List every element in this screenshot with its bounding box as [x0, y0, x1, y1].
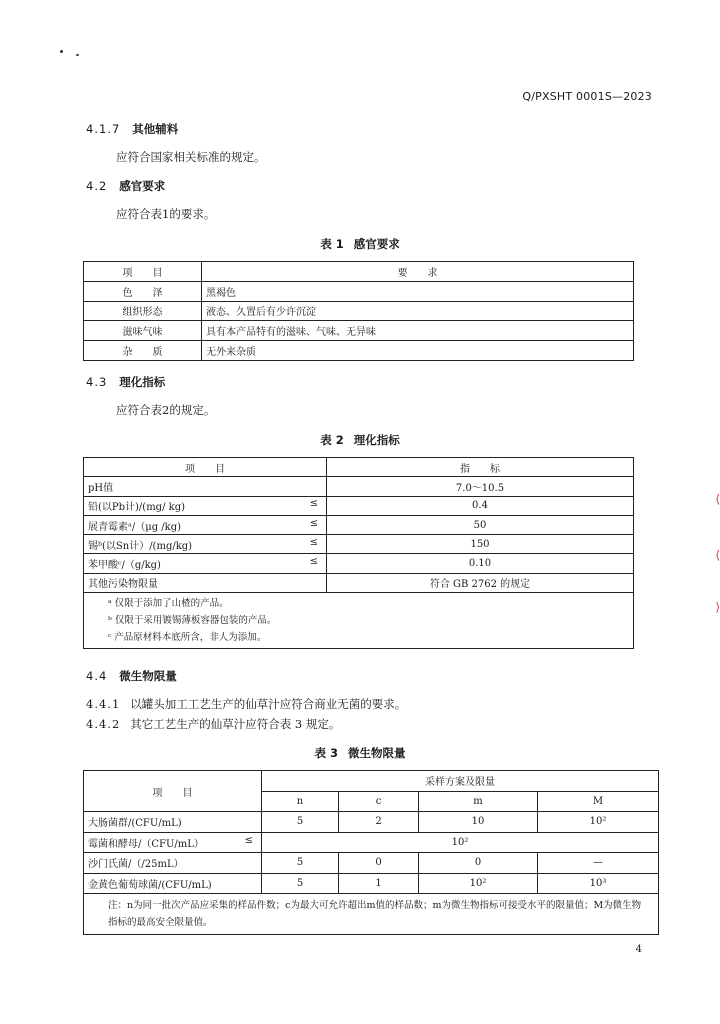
table-note: 注：n为同一批次产品应采集的样品件数；c为最大可允许超出m值的样品数；m为微生物指标可接受水平的限量值；M为微生物指标的最高安全限量值。	[84, 894, 659, 935]
le-symbol: ≤	[309, 498, 318, 510]
clause-number: 4.4.2	[86, 717, 121, 731]
cell-c: 0	[339, 853, 419, 874]
cell-item	[84, 573, 327, 592]
table2-caption	[0, 432, 720, 448]
table-row	[84, 873, 659, 894]
footnote-c: ᶜ 产品原材料本底所含，非人为添加。	[108, 632, 267, 644]
section-heading-4-1-7	[86, 121, 178, 137]
cell-value: 符合 GB 2762 的规定	[327, 573, 634, 592]
section-heading-4-3	[86, 374, 165, 390]
cell-M: 10³	[538, 873, 659, 894]
section-title: 感官要求	[119, 179, 166, 193]
scan-speck	[60, 50, 63, 53]
cell-n: 5	[262, 873, 339, 894]
table-row	[84, 281, 634, 301]
table-row	[84, 832, 659, 853]
table-notes-row	[84, 593, 634, 649]
table-header-row	[84, 771, 659, 792]
cell-M: 10²	[538, 812, 659, 833]
section-title: 微生物限量	[119, 669, 177, 683]
caption-number: 表 1	[320, 237, 344, 251]
section-title: 理化指标	[119, 375, 166, 389]
paragraph-4-1-7: 应符合国家相关标准的规定。	[116, 150, 266, 164]
caption-number: 表 3	[314, 746, 338, 760]
cell-m: 10	[419, 812, 538, 833]
table-row	[84, 573, 634, 592]
caption-title: 理化指标	[353, 433, 400, 447]
le-symbol: ≤	[309, 536, 318, 548]
subheader-n: n	[262, 791, 339, 812]
header-item: 项 目	[84, 771, 262, 812]
le-symbol: ≤	[309, 556, 318, 568]
table-row	[84, 515, 634, 534]
footnote-a: ᵃ 仅限于添加了山楂的产品。	[108, 598, 229, 610]
section-heading-4-4	[86, 668, 177, 684]
table-note-row	[84, 894, 659, 935]
section-title: 其他辅料	[132, 122, 179, 136]
cell-item: 组织形态	[84, 301, 202, 321]
microbial-limits-table	[83, 770, 659, 935]
cell-c: 1	[339, 873, 419, 894]
stamp-fragment-icon: ⟨	[715, 548, 720, 562]
cell-requirement: 液态、久置后有少许沉淀	[202, 301, 634, 321]
item-label: 展青霉素ᵃ/（μg /kg)	[88, 521, 182, 533]
cell-item: 金黄色葡萄球菌/(CFU/mL)	[84, 873, 262, 894]
cell-value: 0.10	[327, 554, 634, 573]
cell-m: 0	[419, 853, 538, 874]
paragraph-4-4-1	[86, 696, 406, 712]
cell-requirement: 无外来杂质	[202, 341, 634, 361]
cell-n: 5	[262, 812, 339, 833]
header-item: 项 目	[84, 262, 202, 282]
cell-item: 色 泽	[84, 281, 202, 301]
standard-code: Q/PXSHT 0001S—2023	[522, 90, 652, 103]
cell-value: 150	[327, 535, 634, 554]
table-row	[84, 321, 634, 341]
header-sampling-plan: 采样方案及限量	[262, 771, 659, 792]
stamp-fragment-icon: ⟨	[715, 492, 720, 506]
sensory-table	[83, 261, 634, 361]
header-requirement: 要 求	[202, 262, 634, 282]
section-heading-4-2	[86, 178, 165, 194]
cell-c: 2	[339, 812, 419, 833]
cell-merged-limit: 10²	[262, 832, 659, 853]
paragraph-4-4-2	[86, 716, 340, 732]
item-label: pH值	[88, 482, 114, 494]
cell-item	[84, 515, 327, 534]
caption-number: 表 2	[320, 433, 344, 447]
header-item: 项 目	[84, 458, 327, 477]
cell-item	[84, 496, 327, 515]
cell-item	[84, 477, 327, 496]
cell-item: 沙门氏菌/（/25mL）	[84, 853, 262, 874]
cell-requirement: 具有本产品特有的滋味、气味、无异味	[202, 321, 634, 341]
item-label: 其他污染物限量	[88, 579, 158, 591]
cell-item	[84, 554, 327, 573]
footnote-b: ᵇ 仅限于采用镀锡薄板容器包装的产品。	[108, 615, 277, 627]
le-symbol: ≤	[309, 517, 318, 529]
paragraph-4-2: 应符合表1的要求。	[116, 207, 216, 221]
item-label: 霉菌和酵母/（CFU/mL）	[88, 838, 204, 850]
caption-title: 感官要求	[353, 237, 400, 251]
scan-speck	[76, 54, 79, 56]
cell-item: 杂 质	[84, 341, 202, 361]
cell-value: 0.4	[327, 496, 634, 515]
table-header-row	[84, 458, 634, 477]
table-row	[84, 554, 634, 573]
table-header-row	[84, 262, 634, 282]
cell-item	[84, 535, 327, 554]
cell-value: 50	[327, 515, 634, 534]
header-index: 指 标	[327, 458, 634, 477]
stamp-fragment-icon: ⟩	[715, 600, 720, 614]
cell-M: —	[538, 853, 659, 874]
table-row	[84, 341, 634, 361]
section-number: 4.2	[86, 179, 108, 193]
clause-text: 以罐头加工工艺生产的仙草汁应符合商业无菌的要求。	[130, 697, 407, 711]
item-label: 苯甲酸ᶜ/（g/kg)	[88, 560, 161, 572]
physicochemical-table	[83, 457, 634, 649]
clause-text: 其它工艺生产的仙草汁应符合表 3 规定。	[130, 717, 341, 731]
cell-n: 5	[262, 853, 339, 874]
subheader-m: m	[419, 791, 538, 812]
table3-caption	[0, 745, 720, 761]
cell-item: 大肠菌群/(CFU/mL)	[84, 812, 262, 833]
item-label: 锡ᵇ(以Sn计）/(mg/kg)	[88, 540, 193, 552]
table-row	[84, 535, 634, 554]
paragraph-4-3: 应符合表2的规定。	[116, 403, 216, 417]
table1-caption	[0, 236, 720, 252]
table-notes	[84, 593, 634, 649]
page-number: 4	[635, 944, 642, 955]
table-row	[84, 477, 634, 496]
cell-item: 滋味气味	[84, 321, 202, 341]
cell-m: 10²	[419, 873, 538, 894]
subheader-c: c	[339, 791, 419, 812]
subheader-M: M	[538, 791, 659, 812]
caption-title: 微生物限量	[348, 746, 406, 760]
section-number: 4.3	[86, 375, 108, 389]
cell-item	[84, 832, 262, 853]
section-number: 4.1.7	[86, 122, 121, 136]
table-row	[84, 812, 659, 833]
item-label: 铅(以Pb计)/(mg/ kg)	[88, 502, 185, 514]
cell-requirement: 黑褐色	[202, 281, 634, 301]
table-row	[84, 853, 659, 874]
cell-value: 7.0～10.5	[327, 477, 634, 496]
le-symbol: ≤	[244, 834, 253, 846]
section-number: 4.4	[86, 669, 108, 683]
clause-number: 4.4.1	[86, 697, 121, 711]
table-row	[84, 301, 634, 321]
table-row	[84, 496, 634, 515]
